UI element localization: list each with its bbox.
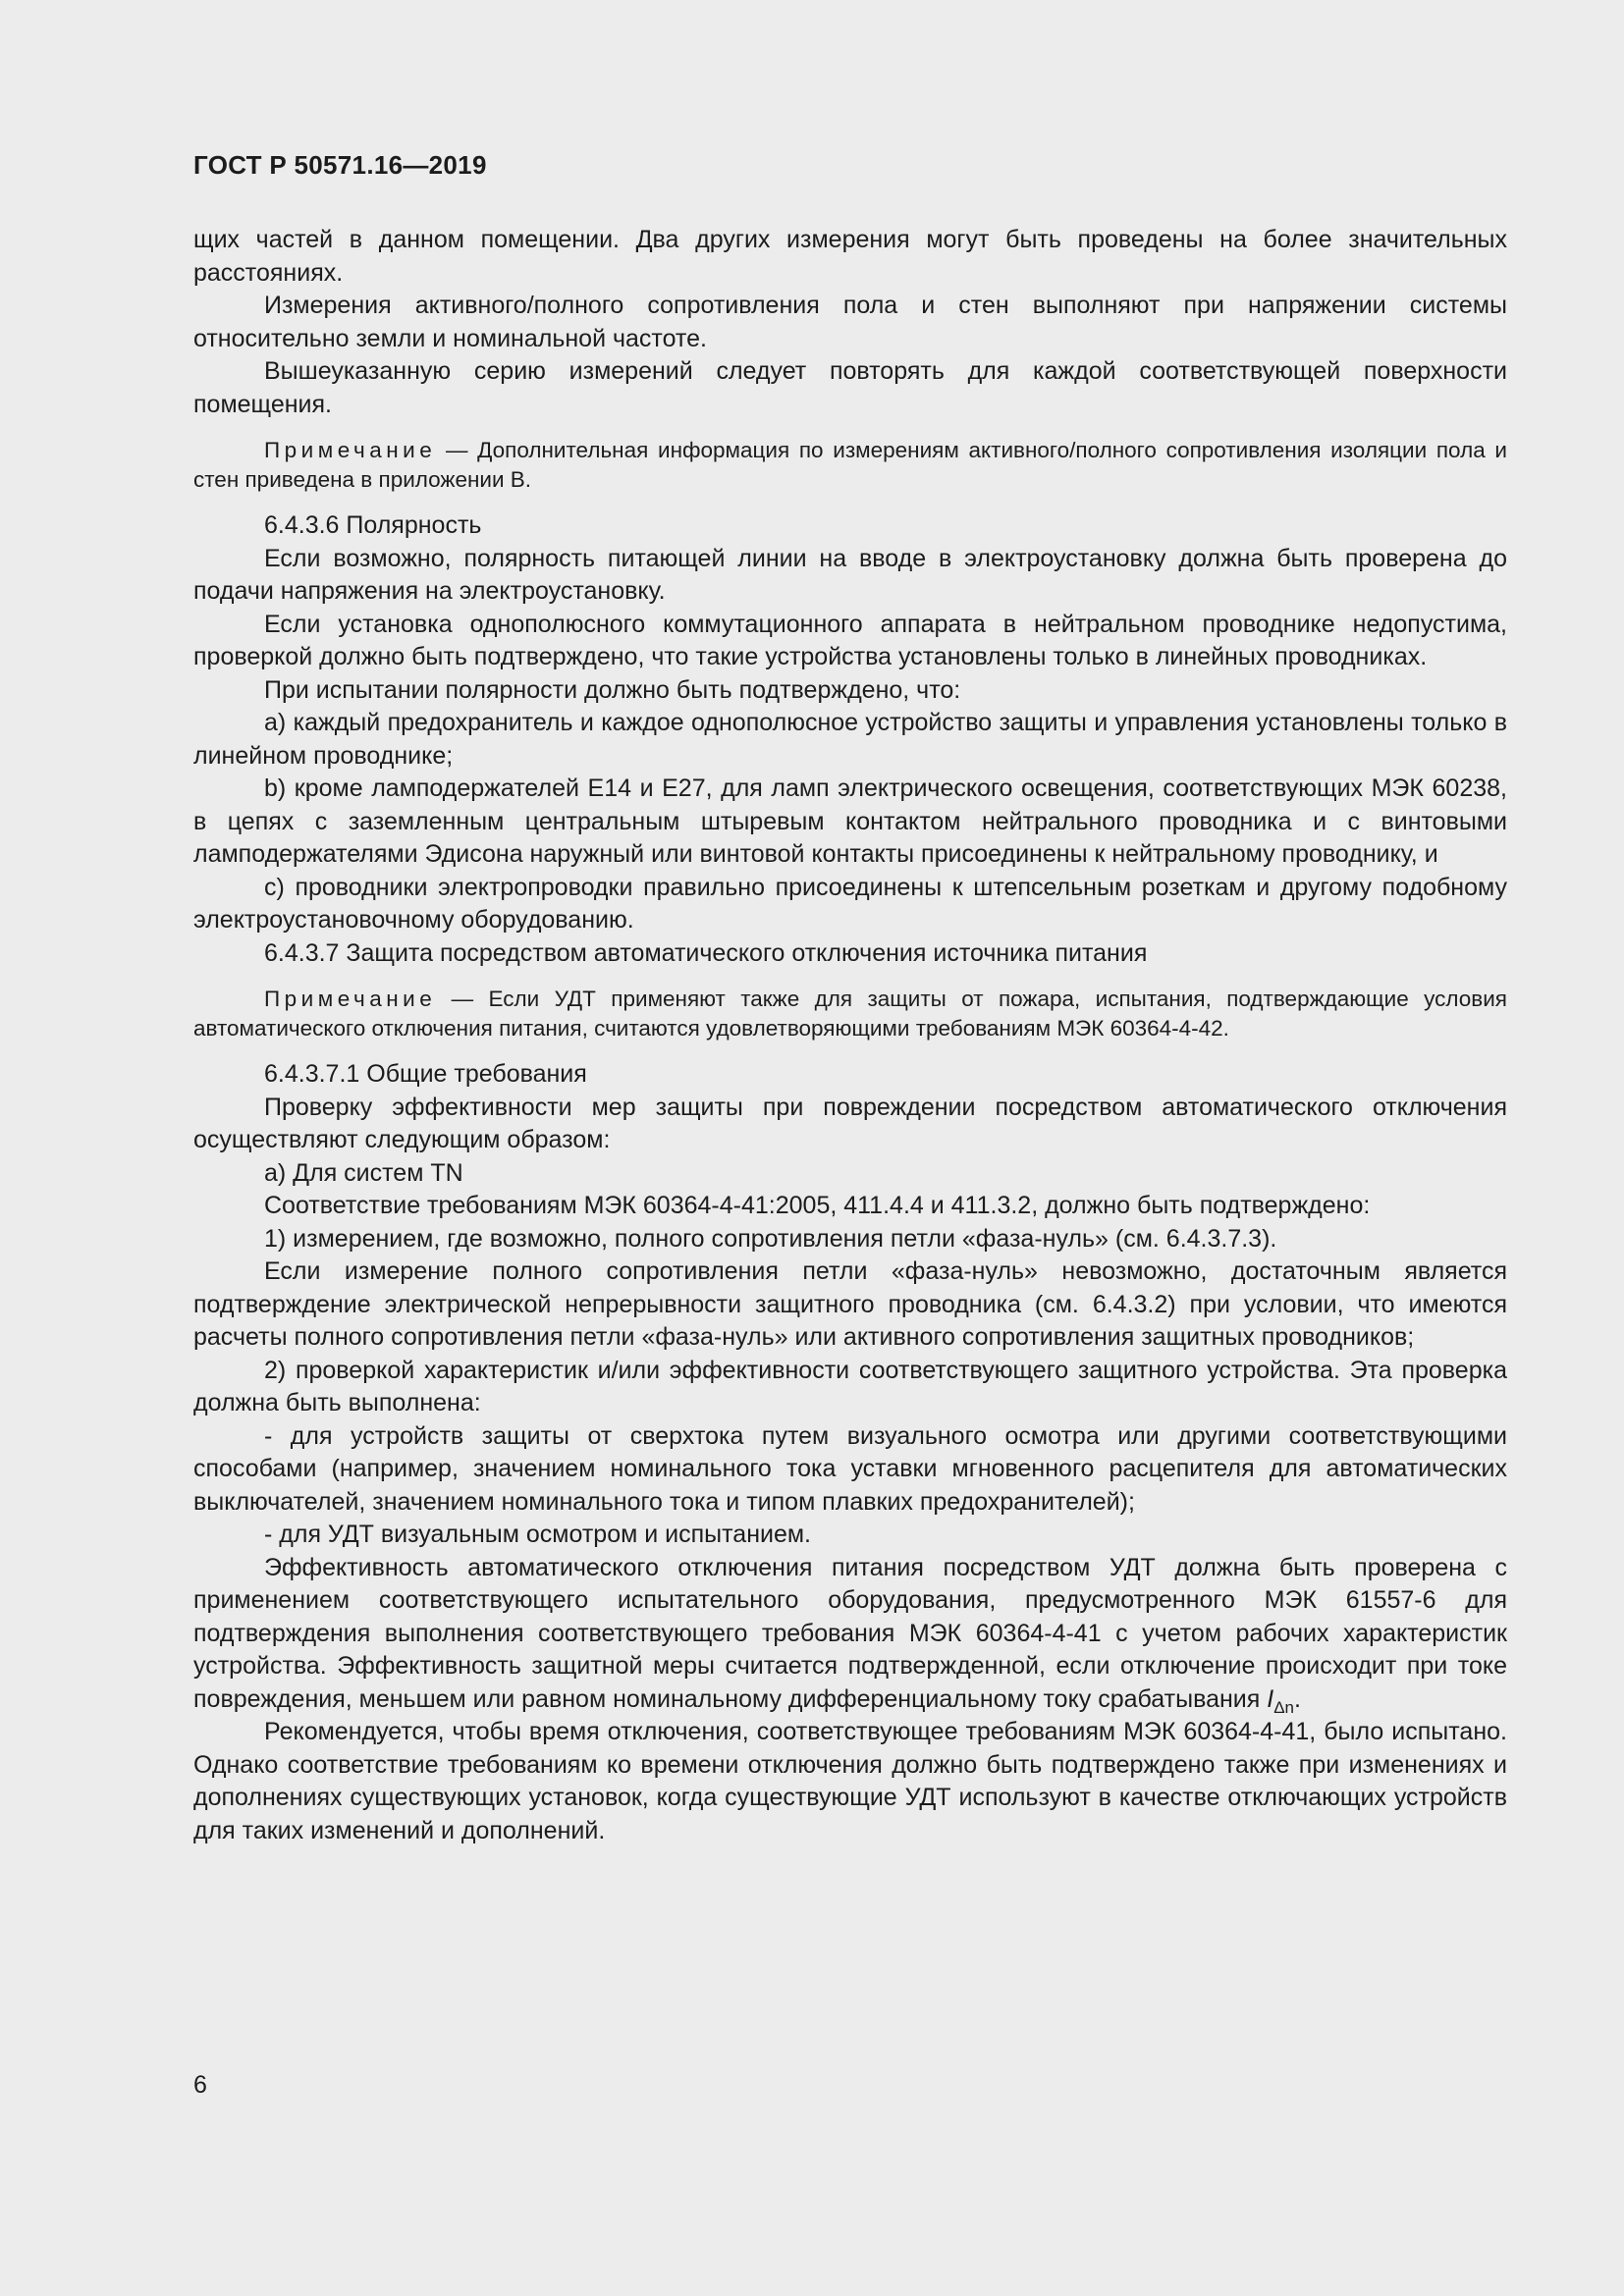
paragraph: Рекомендуется, чтобы время отключения, соответствующее требованиям МЭК 60364-4-41, было испытано. Однако соответствие требованиям ко времени отключения должно быть подтверждено также при изменениях и дополнениях существующих установок, когда существующие УДТ используют в качестве отключающих устройств для таких изменений и дополнений. — [193, 1718, 1507, 1844]
list-item: - для устройств защиты от сверхтока путем визуального осмотра или другими соответствующими способами (например, значением номинального тока уставки мгновенного расцепителя для автоматических выключателей, значением номинального тока и типом плавких предохранителей); — [193, 1421, 1507, 1516]
list-item: a) Для систем TN — [264, 1158, 463, 1187]
paragraph: Соответствие требованиям МЭК 60364-4-41:2005, 411.4.4 и 411.3.2, должно быть подтверждено: — [264, 1192, 1371, 1219]
note — [193, 436, 1507, 495]
note-lead: Примечание — [264, 438, 437, 462]
paragraph: Вышеуказанную серию измерений следует повторять для каждой соответствующей поверхности помещения. — [193, 357, 1507, 418]
list-item: 2) проверкой характеристик и/или эффективности соответствующего защитного устройства. Эта проверка должна быть выполнена: — [193, 1356, 1507, 1416]
paragraph: Если измерение полного сопротивления петли «фаза-нуль» невозможно, достаточным является подтверждение электрической непрерывности защитного проводника (см. 6.4.3.2) при условии, что имеются расчеты полного сопротивления петли «фаза-нуль» или активного сопротивления защитных проводников; — [193, 1257, 1507, 1351]
paragraph: Если установка однополюсного коммутационного аппарата в нейтральном проводнике недопустима, проверкой должно быть подтверждено, что такие устройства установлены только в линейных проводниках. — [193, 610, 1507, 670]
list-item: 1) измерением, где возможно, полного сопротивления петли «фаза-нуль» (см. 6.4.3.7.3). — [264, 1224, 1277, 1253]
note-text: — Если УДТ применяют также для защиты от пожара, испытания, подтверждающие условия автоматического отключения питания, считаются удовлетворяющими требованиям МЭК 60364-4-42. — [193, 987, 1507, 1041]
section-heading: 6.4.3.7 Защита посредством автоматического отключения источника питания — [264, 938, 1148, 967]
paragraph-text: Эффективность автоматического отключения питания посредством УДТ должна быть проверена с применением соответствующего испытательного оборудования, предусмотренного МЭК 61557-6 для подтверждения выполнения соответствующего требования МЭК 60364-4-41 с учетом рабочих характеристик устройства. Эффективность защитной меры считается подтвержденной, если отключение происходит при токе повреждения, меньшем или равном номинальному дифференциальному току срабатывания — [193, 1553, 1507, 1713]
current-subscript: Δn — [1273, 1697, 1295, 1717]
page-number: 6 — [193, 2071, 207, 2099]
current-symbol: I — [1267, 1684, 1274, 1713]
paragraph — [193, 1552, 1507, 1717]
list-item: a) каждый предохранитель и каждое однополюсное устройство защиты и управления установлены только в линейном проводнике; — [193, 709, 1507, 770]
paragraph: При испытании полярности должно быть подтверждено, что: — [264, 675, 961, 704]
note-lead: Примечание — [264, 987, 437, 1011]
section-heading: 6.4.3.7.1 Общие требования — [264, 1060, 587, 1088]
list-item: b) кроме ламподержателей Е14 и Е27, для ламп электрического освещения, соответствующих МЭК 60238, в цепях с заземленным центральным штыревым контактом нейтрального проводника и с винтовыми ламподержателями Эдисона наружный или винтовой контакты присоединены к нейтральному проводнику, и — [193, 774, 1507, 868]
document-body — [193, 224, 1507, 1847]
standard-header: ГОСТ Р 50571.16—2019 — [193, 150, 487, 180]
paragraph: Проверку эффективности мер защиты при повреждении посредством автоматического отключения осуществляют следующим образом: — [193, 1093, 1507, 1153]
list-item: - для УДТ визуальным осмотром и испытанием. — [264, 1521, 812, 1548]
paragraph: Если возможно, полярность питающей линии на вводе в электроустановку должна быть проверена до подачи напряжения на электроустановку. — [193, 544, 1507, 605]
list-item: c) проводники электропроводки правильно присоединены к штепсельным розеткам и другому подобному электроустановочному оборудованию. — [193, 873, 1507, 934]
section-heading: 6.4.3.6 Полярность — [264, 511, 482, 539]
paragraph: Измерения активного/полного сопротивления пола и стен выполняют при напряжении системы относительно земли и номинальной частоте. — [193, 292, 1507, 352]
paragraph-end: . — [1294, 1684, 1301, 1713]
note — [193, 985, 1507, 1043]
note-text: — Дополнительная информация по измерениям активного/полного сопротивления изоляции пола и стен приведена в приложении В. — [193, 438, 1507, 492]
paragraph: щих частей в данном помещении. Два других измерения могут быть проведены на более значительных расстояниях. — [193, 226, 1507, 287]
